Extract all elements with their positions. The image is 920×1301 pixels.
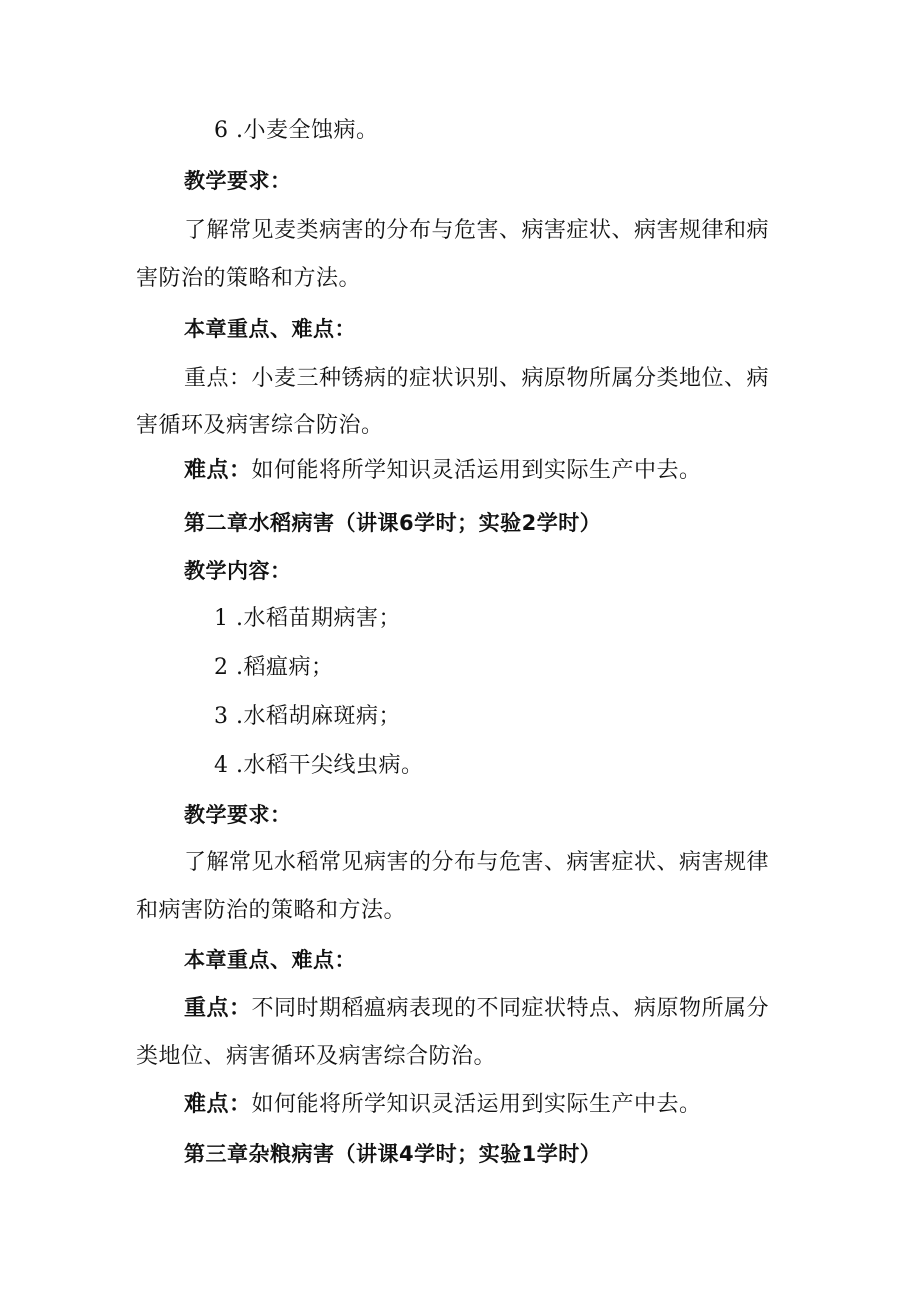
paragraph-line xyxy=(184,456,844,486)
paragraph-line: 类地位、病害循环及病害综合防治。 xyxy=(136,1044,497,1069)
difficulty-text: 如何能将所学知识灵活运用到实际生产中去。 xyxy=(251,458,702,483)
paragraph-line: 了解常见麦类病害的分布与危害、病害症状、病害规律和病 xyxy=(184,218,770,243)
list-item: 6 .小麦全蚀病。 xyxy=(214,118,379,143)
chapter-heading: 第二章水稻病害（讲课6学时；实验2学时） xyxy=(184,511,602,535)
list-item: 2 .稻瘟病； xyxy=(214,655,334,680)
paragraph-line: 了解常见水稻常见病害的分布与危害、病害症状、病害规律 xyxy=(184,850,770,875)
list-item: 4 .水稻干尖线虫病。 xyxy=(214,753,424,778)
key-point-text: 不同时期稻瘟病表现的不同症状特点、病原物所属分 xyxy=(251,996,770,1021)
difficulty-label: 难点： xyxy=(184,458,252,483)
difficulty-text: 如何能将所学知识灵活运用到实际生产中去。 xyxy=(251,1092,702,1117)
section-heading: 本章重点、难点： xyxy=(184,948,356,972)
difficulty-label: 难点： xyxy=(184,1092,252,1117)
section-heading: 教学要求： xyxy=(184,169,292,193)
paragraph-line: 害循环及病害综合防治。 xyxy=(136,413,384,438)
paragraph-line xyxy=(184,994,844,1024)
section-heading: 本章重点、难点： xyxy=(184,317,356,341)
key-point-label: 重点： xyxy=(184,996,252,1021)
section-heading: 教学内容： xyxy=(184,559,292,583)
list-item: 1 .水稻苗期病害； xyxy=(214,606,401,631)
paragraph-line xyxy=(184,1090,844,1120)
paragraph-line: 害防治的策略和方法。 xyxy=(136,266,362,291)
list-item: 3 .水稻胡麻斑病； xyxy=(214,704,401,729)
section-heading: 教学要求： xyxy=(184,803,292,827)
chapter-heading: 第三章杂粮病害（讲课4学时；实验1学时） xyxy=(184,1142,602,1166)
paragraph-line: 重点：小麦三种锈病的症状识别、病原物所属分类地位、病 xyxy=(184,366,770,391)
paragraph-line: 和病害防治的策略和方法。 xyxy=(136,898,407,923)
